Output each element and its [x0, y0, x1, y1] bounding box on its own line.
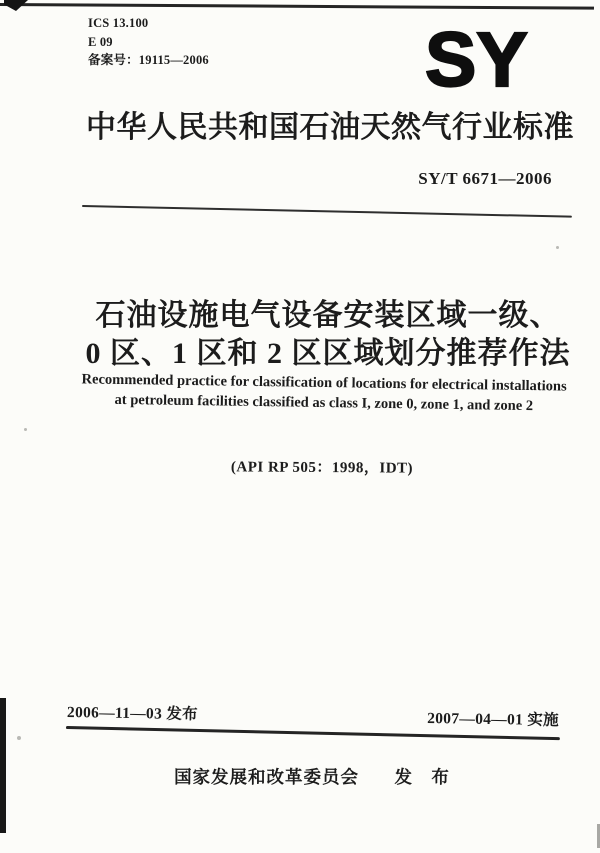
publisher-row — [12, 764, 600, 789]
standard-number: SY/T 6671—2006 — [418, 169, 552, 188]
scan-artifact-top-edge — [0, 3, 594, 10]
title-english-line1: Recommended practice for classification of locations for electrical installations — [81, 371, 567, 395]
record-number: 备案号：19115—2006 — [88, 53, 209, 67]
sy-logo: SY — [425, 17, 528, 103]
title-chinese-line1: 石油设施电气设备安装区域一级、 — [95, 299, 561, 332]
standard-heading: 中华人民共和国石油天然气行业标准 — [86, 111, 574, 144]
title-chinese — [28, 297, 600, 373]
title-english-line2: at petroleum facilities classified as class I, zone 0, zone 1, and zone 2 — [114, 391, 534, 415]
adoption-note: (API RP 505：1998，IDT) — [230, 459, 414, 477]
ics-code: ICS 13.100 — [88, 16, 149, 30]
dates-row — [67, 700, 559, 730]
scan-speck — [556, 246, 559, 249]
scan-artifact-left-band — [0, 698, 6, 833]
header-separator-rule — [82, 205, 572, 218]
classification-block — [88, 14, 209, 70]
title-english — [24, 369, 600, 418]
doc-class-code: E 09 — [88, 34, 113, 49]
scan-speck — [24, 428, 27, 431]
scan-speck — [17, 736, 21, 740]
publish-label: 发 布 — [394, 767, 450, 787]
title-chinese-line2: 0 区、1 区和 2 区区域划分推荐作法 — [85, 337, 571, 370]
implement-date: 2007—04—01 实施 — [427, 709, 560, 730]
publisher-name: 国家发展和改革委员会 — [174, 767, 360, 787]
issue-date: 2006—11—03 发布 — [66, 704, 199, 724]
